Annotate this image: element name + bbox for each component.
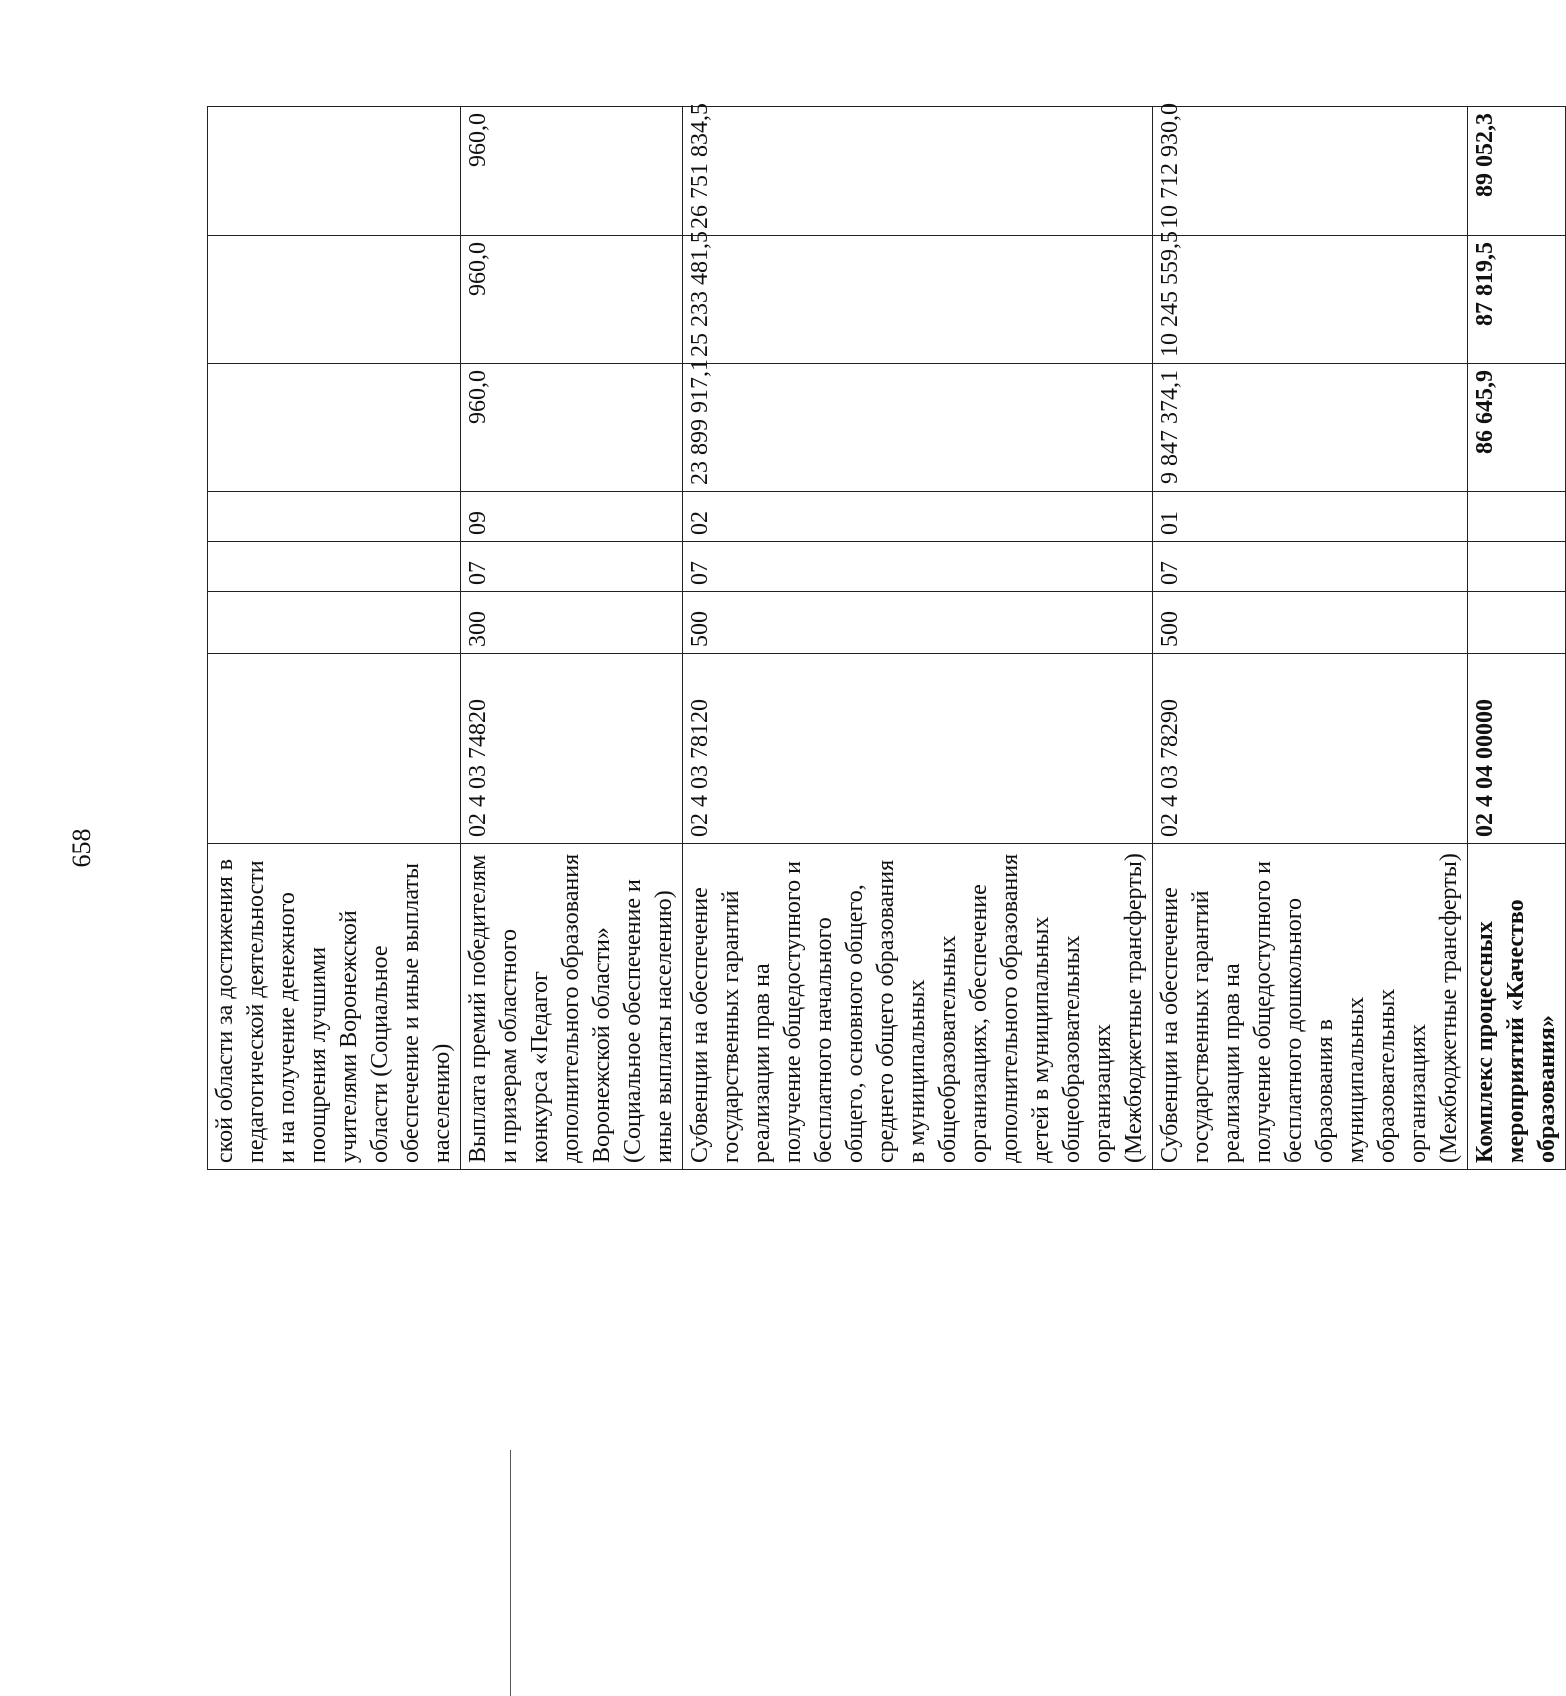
- table-row: [208, 107, 461, 1170]
- row-name: Выплата премий победителям и призерам областного конкурса «Педагог дополнительного образования Воронежской области» (Социальное обеспечение и иные выплаты населению): [461, 844, 683, 1170]
- row-csr: 02 4 03 78290: [1153, 654, 1468, 844]
- row-csr: [208, 654, 461, 844]
- scan-artifact-line: [510, 1450, 511, 1696]
- row-name: ской области за достижения в педагогической деятельности и на получение денежного поощрения лучшими учителями Воронежской области (Социальное обеспечение и иные выплаты населению): [208, 844, 461, 1170]
- table-row: [683, 107, 1153, 1170]
- page-number: 658: [67, 828, 96, 868]
- row-rz: 07: [461, 542, 683, 592]
- budget-table-rotated: [207, 103, 1560, 1170]
- row-year2: 25 233 481,5: [683, 236, 1153, 364]
- row-year3: 26 751 834,5: [683, 107, 1153, 236]
- row-year3: [208, 107, 461, 236]
- row-year3: 10 712 930,0: [1153, 107, 1468, 236]
- row-name: Субвенции на обеспечение государственных гарантий реализации прав на получение общедоступного и бесплатного дошкольного образования в муниципальных образовательных организациях (Межбюджетные трансферты): [1153, 844, 1468, 1170]
- row-pr: 02: [683, 492, 1153, 542]
- row-year1: 960,0: [461, 364, 683, 492]
- row-year3: 960,0: [461, 107, 683, 236]
- row-pr: 09: [461, 492, 683, 542]
- row-year3: 89 052,3: [1468, 107, 1566, 236]
- row-year2: 87 819,5: [1468, 236, 1566, 364]
- row-vr: 500: [683, 592, 1153, 654]
- row-vr: [1468, 592, 1566, 654]
- row-name: Субвенции на обеспечение государственных гарантий реализации прав на получение общедоступного и бесплатного начального общего, основного общего, среднего общего образования в муниципальных общеобразовательных организациях, обеспечение дополнительного образования детей в муниципальных общеобразовательных организациях (Межбюджетные трансферты): [683, 844, 1153, 1170]
- row-rz: 07: [683, 542, 1153, 592]
- row-rz: 07: [1153, 542, 1468, 592]
- row-year1: 86 645,9: [1468, 364, 1566, 492]
- row-rz: [1468, 542, 1566, 592]
- row-csr: 02 4 03 74820: [461, 654, 683, 844]
- row-pr: [208, 492, 461, 542]
- row-vr: 500: [1153, 592, 1468, 654]
- row-year1: 9 847 374,1: [1153, 364, 1468, 492]
- budget-table: [207, 103, 1566, 1170]
- row-csr: 02 4 03 78120: [683, 654, 1153, 844]
- row-year2: 960,0: [461, 236, 683, 364]
- row-pr: [1468, 492, 1566, 542]
- row-csr: 02 4 04 00000: [1468, 654, 1566, 844]
- row-year2: [208, 236, 461, 364]
- table-row: [461, 107, 683, 1170]
- row-pr: 01: [1153, 492, 1468, 542]
- row-rz: [208, 542, 461, 592]
- row-vr: [208, 592, 461, 654]
- row-year1: [208, 364, 461, 492]
- row-year1: 23 899 917,1: [683, 364, 1153, 492]
- row-vr: 300: [461, 592, 683, 654]
- table-row-total: [1468, 107, 1566, 1170]
- row-year2: 10 245 559,5: [1153, 236, 1468, 364]
- row-name: Комплекс процессных мероприятий «Качество образования»: [1468, 844, 1566, 1170]
- table-row: [1153, 107, 1468, 1170]
